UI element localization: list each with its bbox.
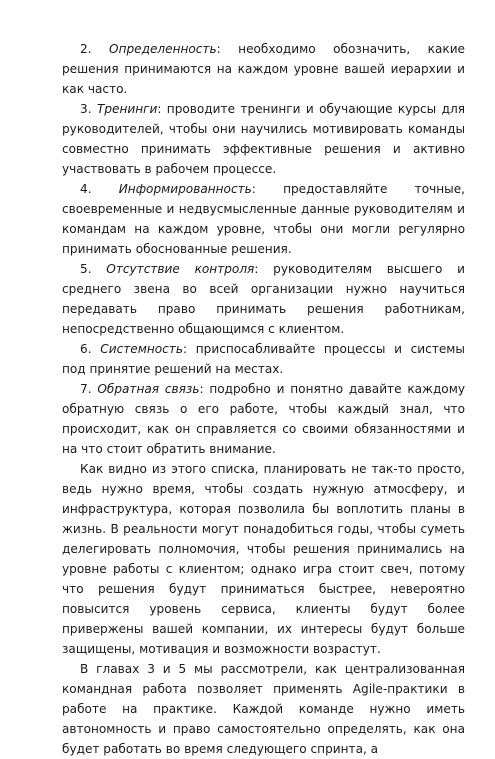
item-text: : руководителям высшего и среднего звена во всей организации нужно научиться передавать право принимать решения работникам, непосредственно общающимся с клиентом. [62,262,465,336]
item-text: : предоставляйте точные, своевременные и недвусмысленные данные руководителям и командам на каждом уровне, чтобы они могли регулярно принимать обоснованные решения. [62,182,465,256]
item-text: : подробно и понятно давайте каждому обратную связь о его работе, чтобы каждый знал, что происходит, как он справляется со своими обязанностями и на что стоит обратить внимание. [62,382,465,456]
list-item [62,99,465,179]
item-term: Информированность [118,182,252,196]
item-text: : необходимо обозначить, какие решения принимаются на каждом уровне вашей иерархии и как часто. [62,42,465,96]
item-number: 7. [80,382,92,396]
item-term: Системность [100,342,183,356]
body-paragraph: Как видно из этого списка, планировать не так-то просто, ведь нужно время, чтобы создать нужную атмосферу, и инфраструктура, которая позволила бы воплотить планы в жизнь. В реальности могут понадобиться годы, чтобы суметь делегировать полномочия, чтобы решения принимались на уровне работы с клиентом; однако игра стоит свеч, потому что решения будут приниматься быстрее, невероятно повысится уровень сервиса, клиенты будут более привержены вашей компании, их интересы будут больше защищены, мотивация и возможности возрастут. [62,462,465,656]
item-term: Тренинги [96,102,158,116]
list-item [62,179,465,259]
item-text: : приспосабливайте процессы и системы под принятие решений на местах. [62,342,465,376]
item-number: 2. [80,42,92,56]
item-term: Определенность [109,42,217,56]
item-number: 6. [80,342,92,356]
list-item [62,39,465,99]
list-item [62,379,465,459]
list-item [62,259,465,339]
item-term: Отсутствие контроля [106,262,255,276]
item-text: : проводите тренинги и обучающие курсы для руководителей, чтобы они научились мотивировать команды совместно принимать эффективные решения и активно участвовать в рабочем процессе. [62,102,465,176]
body-paragraph: В главах 3 и 5 мы рассмотрели, как централизованная командная работа позволяет применять Agile-практики в работе на практике. Каждой команде нужно иметь автономность и право самостоятельно определять, как она будет работать во время следующего спринта, а [62,662,465,756]
item-term: Обратная связь [97,382,200,396]
item-number: 5. [80,262,92,276]
item-number: 3. [80,102,92,116]
list-item [62,339,465,379]
item-number: 4. [80,182,92,196]
